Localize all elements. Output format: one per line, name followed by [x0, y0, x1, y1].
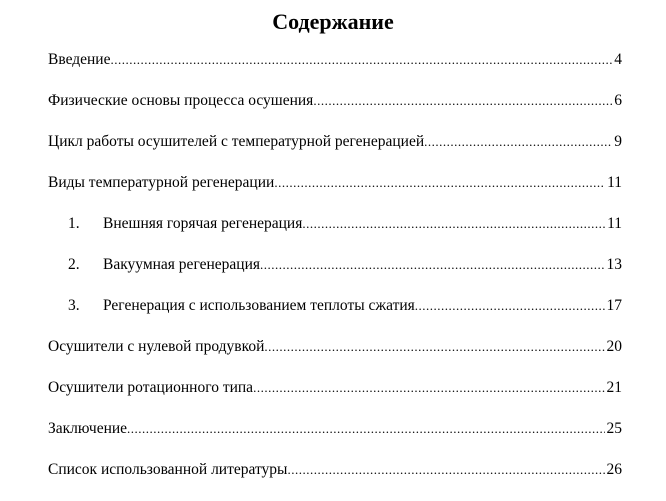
dot-leader	[287, 460, 604, 480]
toc-entry-text: Осушители ротационного типа	[48, 379, 254, 396]
toc-entry-text: Виды температурной регенерации	[48, 174, 275, 191]
toc-entry-page: 20	[606, 338, 622, 355]
toc-entry-page: 13	[606, 256, 622, 273]
toc-entry-text: Введение	[48, 51, 111, 68]
toc-entry-work-cycle[interactable]	[48, 132, 622, 152]
dot-leader	[253, 378, 604, 398]
toc-entry-page: 4	[614, 51, 622, 68]
toc-entry-conclusion[interactable]	[48, 419, 622, 439]
toc-entry-page: 17	[606, 297, 622, 314]
dot-leader	[264, 337, 604, 357]
toc-subentry-vacuum[interactable]	[48, 255, 622, 275]
toc-entry-number: 3.	[68, 297, 80, 314]
toc-entry-text: Заключение	[48, 420, 128, 437]
dot-leader	[415, 296, 605, 316]
toc-entry-rotary[interactable]	[48, 378, 622, 398]
toc-subentry-compression-heat[interactable]	[48, 296, 622, 316]
toc-entry-text: Цикл работы осушителей с температурной регенерацией	[48, 133, 425, 150]
toc-entry-text: Физические основы процесса осушения	[48, 92, 314, 109]
dot-leader	[274, 173, 605, 193]
toc-entry-text: Осушители с нулевой продувкой	[48, 338, 265, 355]
dot-leader	[313, 91, 612, 111]
toc-entry-number: 2.	[68, 256, 80, 273]
table-of-contents	[48, 50, 622, 501]
dot-leader	[260, 255, 605, 275]
toc-entry-page: 11	[607, 215, 622, 232]
dot-leader	[424, 132, 612, 152]
toc-entry-page: 25	[606, 420, 622, 437]
toc-title: Содержание	[272, 9, 394, 34]
toc-entry-zero-purge[interactable]	[48, 337, 622, 357]
dot-leader	[302, 214, 605, 234]
toc-entry-text: Регенерация с использованием теплоты сжатия	[103, 297, 415, 314]
toc-entry-page: 26	[606, 461, 622, 478]
dot-leader	[127, 419, 604, 439]
toc-entry-text: Список использованной литературы	[48, 461, 288, 478]
toc-entry-text: Вакуумная регенерация	[103, 256, 260, 273]
toc-entry-regeneration-types[interactable]	[48, 173, 622, 193]
toc-entry-references[interactable]	[48, 460, 622, 480]
toc-entry-number: 1.	[68, 215, 80, 232]
toc-entry-page: 9	[614, 133, 622, 150]
toc-entry-physical-basics[interactable]	[48, 91, 622, 111]
toc-entry-text: Внешняя горячая регенерация	[103, 215, 303, 232]
toc-entry-page: 21	[606, 379, 622, 396]
dot-leader	[110, 50, 612, 70]
toc-entry-page: 6	[614, 92, 622, 109]
toc-entry-introduction[interactable]	[48, 50, 622, 70]
toc-entry-page: 11	[607, 174, 622, 191]
toc-subentry-external-hot[interactable]	[48, 214, 622, 234]
